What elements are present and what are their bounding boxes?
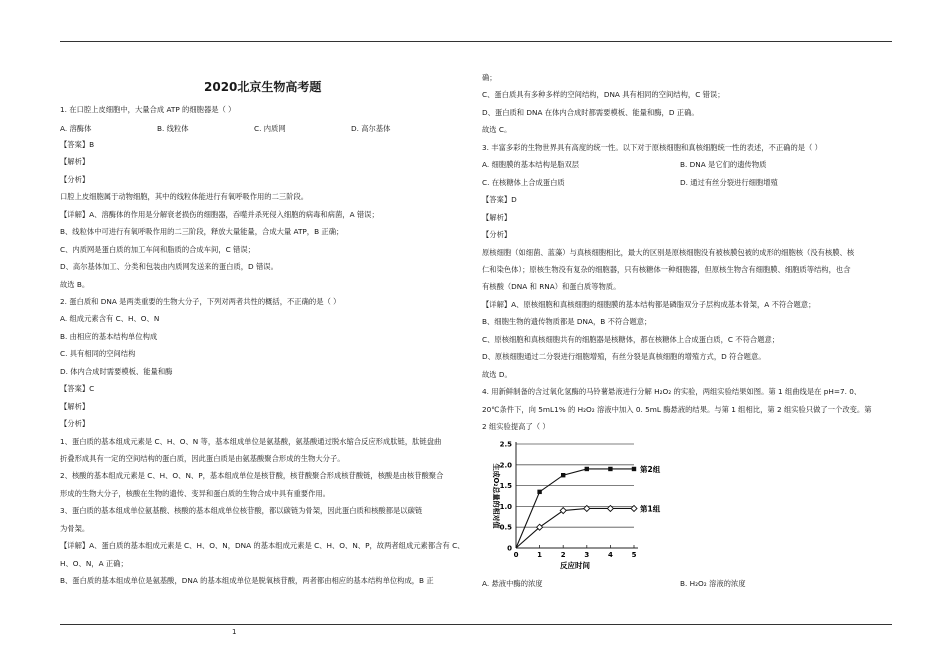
right-column-line: 4. 用新鲜制备的含过氧化氢酶的马铃薯悬液进行分解 H₂O₂ 的实验，两组实验结果如图。第 1 组曲线是在 pH=7. 0、 [482, 387, 862, 397]
q3-option-c: C. 在核糖体上合成蛋白质 [482, 178, 565, 187]
data-point-square [537, 490, 541, 494]
y-tick-label: 2.0 [499, 461, 512, 470]
left-column-line: 【详解】A、蛋白质的基本组成元素是 C、H、O、N，DNA 的基本组成元素是 C、H、O、N、P，故两者组成元素都含有 C、 [60, 541, 465, 551]
left-column-line: 【答案】B [60, 139, 95, 149]
data-point-square [561, 473, 565, 477]
right-column-line: 【答案】D [482, 195, 517, 205]
page-number: 1 [232, 628, 237, 636]
x-axis-label: 反应时间 [560, 561, 590, 570]
page-title: 2020北京生物高考题 [204, 80, 322, 94]
left-column-line: 形成的生物大分子，核酸在生物的遗传、变异和蛋白质的生物合成中具有重要作用。 [60, 488, 330, 498]
left-column-line: 2. 蛋白质和 DNA 是两类重要的生物大分子，下列对两者共性的概括，不正确的是（ ） [60, 296, 341, 306]
right-column-line: 故选 C。 [482, 125, 512, 135]
right-column-line: 2 组实验提高了（ ） [482, 422, 550, 431]
q4-option-a: A. 悬液中酶的浓度 [482, 579, 543, 588]
x-tick-label: 3 [584, 551, 590, 559]
q4-option-b: B. H₂O₂ 溶液的浓度 [680, 579, 746, 588]
q1-option-a: A. 溶酶体 [60, 124, 92, 133]
left-column-line: D、高尔基体加工、分类和包装由内质网发送来的蛋白质，D 错误。 [60, 262, 278, 272]
series-label-2: 第1组 [640, 504, 661, 514]
q1-option-c: C. 内质网 [254, 124, 286, 133]
series-label-1: 第2组 [640, 464, 661, 474]
left-column-line: B、蛋白质的基本组成单位是氨基酸，DNA 的基本组成单位是脱氧核苷酸，两者都由相应的基本结构单位构成，B 正 [60, 576, 434, 586]
left-column-line: 折叠形成具有一定的空间结构的蛋白质，因此蛋白质是由氨基酸聚合形成的生物大分子。 [60, 454, 345, 463]
q1-option-d: D. 高尔基体 [351, 124, 391, 133]
left-column-line: D. 体内合成时需要模板、能量和酶 [60, 366, 173, 376]
left-column-line: B、线粒体中可进行有氧呼吸作用的二三阶段，释放大量能量，合成大量 ATP，B 正确； [60, 227, 344, 237]
q3-option-b: B. DNA 是它们的遗传物质 [680, 160, 767, 169]
right-column-line: 【详解】A、原核细胞和真核细胞的细胞膜的基本结构都是磷脂双分子层构成基本骨架，A 不符合题意； [482, 299, 816, 309]
right-column-line: 故选 D。 [482, 369, 512, 379]
q1-option-b: B. 线粒体 [157, 124, 189, 133]
left-column-line: 【答案】C [60, 384, 95, 394]
right-column-line: 仁和染色体）；原核生物没有复杂的细胞器，只有核糖体一种细胞器，但原核生物含有细胞膜、细胞质等结构，也含 [482, 264, 851, 274]
y-tick-label: 2.5 [499, 440, 512, 449]
right-column-line: C、蛋白质具有多种多样的空间结构，DNA 具有相同的空间结构，C 错误； [482, 90, 725, 100]
right-column-line: B、细胞生物的遗传物质都是 DNA，B 不符合题意； [482, 317, 652, 327]
right-column-line: 原核细胞（如细菌、蓝藻）与真核细胞相比，最大的区别是原核细胞没有被核膜包被的成形的细胞核（没有核膜、核 [482, 247, 855, 257]
right-column-line: 有核酸（DNA 和 RNA）和蛋白质等物质。 [482, 282, 621, 292]
right-column-line: C、原核细胞和真核细胞共有的细胞器是核糖体，都在核糖体上合成蛋白质，C 不符合题意； [482, 334, 780, 344]
y-tick-label: 1.5 [499, 482, 512, 491]
left-column-line: C. 具有相同的空间结构 [60, 349, 136, 359]
bottom-rule [60, 624, 892, 625]
right-column-line: 【分析】 [482, 230, 512, 240]
y-tick-label: 0.5 [499, 523, 512, 532]
x-tick-label: 1 [537, 551, 543, 559]
left-column-line: 2、核酸的基本组成元素是 C、H、O、N、P，基本组成单位是核苷酸，核苷酸聚合形成核苷酸链，核酸是由核苷酸聚合 [60, 471, 444, 481]
left-column-line: 【解析】 [60, 157, 90, 167]
left-column-line: 【详解】A、溶酶体的作用是分解衰老损伤的细胞器，吞噬并杀死侵入细胞的病毒和病菌，A 错误； [60, 209, 379, 219]
enzyme-chart [482, 436, 682, 572]
y-axis-label: 生成O₂总量的相对值 [492, 463, 500, 529]
q3-option-d: D. 通过有丝分裂进行细胞增殖 [680, 178, 778, 187]
x-tick-label: 2 [560, 551, 566, 559]
data-point-square [585, 467, 589, 471]
left-column-line: B. 由相应的基本结构单位构成 [60, 331, 158, 341]
left-column-line: 【解析】 [60, 401, 90, 411]
right-column-line: 3. 丰富多彩的生物世界具有高度的统一性。以下对于原核细胞和真核细胞统一性的表述，不正确的是（ ） [482, 142, 822, 152]
left-column-line: 1、蛋白质的基本组成元素是 C、H、O、N 等，基本组成单位是氨基酸，氨基酸通过脱水缩合反应形成肽链，肽链盘曲 [60, 436, 442, 446]
left-column-line: 3、蛋白质的基本组成单位氨基酸、核酸的基本组成单位核苷酸，都以碳链为骨架，因此蛋白质和核酸都是以碳链 [60, 506, 423, 516]
q3-option-a: A. 细胞膜的基本结构是脂双层 [482, 160, 580, 169]
left-column-line: A. 组成元素含有 C、H、O、N [60, 314, 160, 324]
data-point-square [632, 467, 636, 471]
right-column-line: 确； [482, 73, 497, 82]
x-tick-label: 4 [607, 551, 613, 559]
data-point-square [608, 467, 612, 471]
left-column-line: 1. 在口腔上皮细胞中，大量合成 ATP 的细胞器是（ ） [60, 105, 236, 114]
right-column-line: D、蛋白质和 DNA 在体内合成时都需要模板、能量和酶，D 正确。 [482, 107, 699, 117]
right-column-line: D、原核细胞通过二分裂进行细胞增殖，有丝分裂是真核细胞的增殖方式，D 符合题意。 [482, 352, 766, 362]
left-column-line: 为骨架。 [60, 523, 90, 533]
y-tick-label: 1.0 [499, 502, 512, 511]
series-line-2 [516, 508, 634, 548]
left-column-line: 口腔上皮细胞属于动物细胞，其中的线粒体能进行有氧呼吸作用的二三阶段。 [60, 192, 309, 202]
left-column-line: 故选 B。 [60, 279, 90, 289]
x-tick-label: 5 [631, 551, 637, 559]
left-column-line: C、内质网是蛋白质的加工车间和脂质的合成车间，C 错误； [60, 244, 255, 254]
right-column-line: 【解析】 [482, 212, 512, 222]
right-column-line: 20℃条件下，向 5mL1% 的 H₂O₂ 溶液中加入 0. 5mL 酶悬液的结果。与第 1 组相比，第 2 组实验只做了一个改变。第 [482, 404, 872, 414]
left-column-line: 【分析】 [60, 174, 90, 184]
left-column-line: H、O、N，A 正确； [60, 558, 128, 568]
left-column-line: 【分析】 [60, 419, 90, 429]
top-rule [60, 41, 892, 42]
y-tick-label: 0 [507, 544, 512, 553]
x-tick-label: 0 [513, 551, 519, 559]
chart-svg [482, 436, 682, 572]
